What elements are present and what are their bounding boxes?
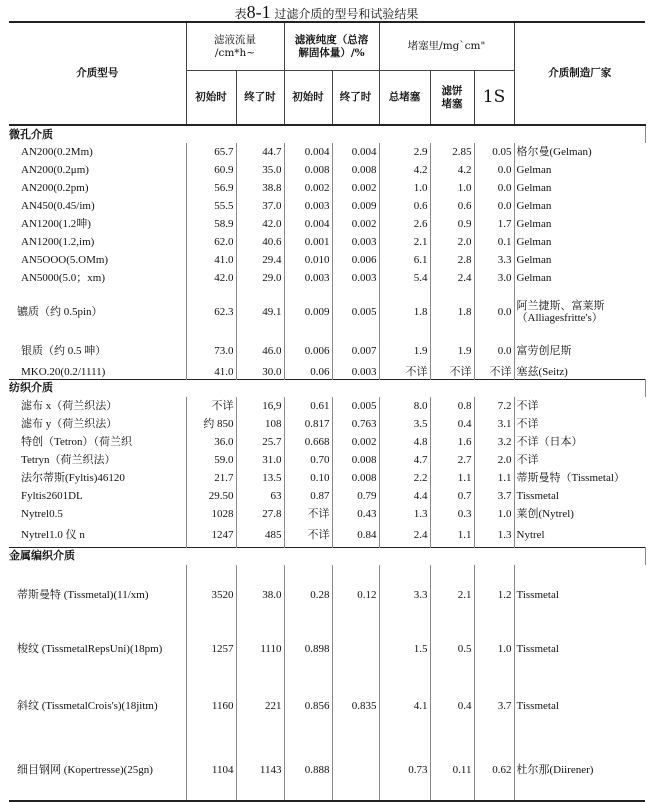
purity-initial-cell: 不详 bbox=[284, 505, 332, 523]
media-model-cell: AN450(0.45/im) bbox=[9, 197, 186, 215]
media-model-cell: MKO.20(0.2/1111) bbox=[9, 365, 186, 379]
total-clog-cell: 0.73 bbox=[379, 739, 430, 801]
flow-initial-cell: 65.7 bbox=[186, 143, 236, 161]
media-model-cell: 镳质（约 0.5pin） bbox=[9, 287, 186, 337]
table-caption bbox=[0, 3, 653, 23]
cake-clog-cell: 2.4 bbox=[430, 269, 474, 287]
flow-initial-cell: 21.7 bbox=[186, 469, 236, 487]
manufacturer-cell: Gelman bbox=[516, 254, 552, 266]
media-model-cell: AN200(0.2Mm) bbox=[9, 143, 186, 161]
purity-initial-cell: 0.001 bbox=[284, 233, 332, 251]
purity-final-cell: 0.008 bbox=[332, 161, 379, 179]
purity-final-cell: 0.43 bbox=[332, 505, 379, 523]
media-model-cell: AN200(0.2μm) bbox=[9, 161, 186, 179]
last-col-cell: 3.3 bbox=[474, 251, 514, 269]
manufacturer-cell: 不详 bbox=[516, 454, 539, 466]
table-row bbox=[9, 251, 645, 269]
table-row bbox=[9, 673, 645, 739]
header-last-col: 1S bbox=[474, 71, 514, 126]
manufacturer-cell: 不详（日本） bbox=[516, 436, 583, 448]
media-model-cell: 梭纹 (TissmetalRepsUni)(18pm) bbox=[9, 625, 186, 673]
flow-initial-cell: 62.0 bbox=[186, 233, 236, 251]
cake-clog-cell: 0.9 bbox=[430, 215, 474, 233]
cake-clog-cell: 0.4 bbox=[430, 673, 474, 739]
flow-initial-cell: 73.0 bbox=[186, 337, 236, 365]
purity-initial-cell: 0.10 bbox=[284, 469, 332, 487]
cake-clog-cell: 0.4 bbox=[430, 415, 474, 433]
table-row bbox=[9, 197, 645, 215]
last-col-cell: 0.0 bbox=[474, 179, 514, 197]
table-row bbox=[9, 143, 645, 161]
purity-final-cell: 0.009 bbox=[332, 197, 379, 215]
cake-clog-cell: 2.8 bbox=[430, 251, 474, 269]
flow-final-cell: 485 bbox=[236, 523, 284, 547]
manufacturer-cell: 塞兹(Seitz) bbox=[516, 365, 568, 378]
flow-final-cell: 63 bbox=[236, 487, 284, 505]
table-row bbox=[9, 397, 645, 415]
cake-clog-cell: 1.1 bbox=[430, 469, 474, 487]
purity-initial-cell: 0.28 bbox=[284, 565, 332, 625]
flow-initial-cell: 1247 bbox=[186, 523, 236, 547]
purity-initial-cell: 0.87 bbox=[284, 487, 332, 505]
purity-initial-cell: 0.009 bbox=[284, 287, 332, 337]
flow-initial-cell: 42.0 bbox=[186, 269, 236, 287]
last-col-cell: 1.1 bbox=[474, 469, 514, 487]
purity-initial-cell: 0.70 bbox=[284, 451, 332, 469]
total-clog-cell: 2.1 bbox=[379, 233, 430, 251]
section-title: 微孔介质 bbox=[9, 125, 645, 143]
caption-title: 过滤介质的型号和试验结果 bbox=[274, 7, 419, 21]
total-clog-cell: 1.5 bbox=[379, 625, 430, 673]
total-clog-cell: 1.3 bbox=[379, 505, 430, 523]
total-clog-cell: 1.0 bbox=[379, 179, 430, 197]
flow-final-cell: 16,9 bbox=[236, 397, 284, 415]
media-model-cell: Fyltis2601DL bbox=[9, 487, 186, 505]
flow-final-cell: 38.0 bbox=[236, 565, 284, 625]
purity-final-cell: 0.007 bbox=[332, 337, 379, 365]
cake-clog-cell: 1.9 bbox=[430, 337, 474, 365]
last-col-cell: 0.0 bbox=[474, 337, 514, 365]
total-clog-cell: 2.9 bbox=[379, 143, 430, 161]
table-row bbox=[9, 233, 645, 251]
last-col-cell: 3.1 bbox=[474, 415, 514, 433]
header-flow-initial: 初始时 bbox=[186, 71, 236, 126]
manufacturer-cell: Tissmetal bbox=[516, 700, 559, 712]
flow-final-cell: 27.8 bbox=[236, 505, 284, 523]
media-model-cell: 滤布 x（荷兰织法） bbox=[9, 397, 186, 415]
flow-final-cell: 42.0 bbox=[236, 215, 284, 233]
flow-initial-cell: 36.0 bbox=[186, 433, 236, 451]
purity-final-cell: 0.008 bbox=[332, 469, 379, 487]
cake-clog-cell: 2.0 bbox=[430, 233, 474, 251]
header-filtrate-purity bbox=[284, 22, 379, 71]
media-model-cell: Nytrel1.0 仪 n bbox=[9, 523, 186, 547]
media-model-cell: 银质（约 0.5 呻） bbox=[9, 337, 186, 365]
cake-clog-cell: 不详 bbox=[430, 365, 474, 379]
total-clog-cell: 3.3 bbox=[379, 565, 430, 625]
manufacturer-cell: 不详 bbox=[516, 400, 539, 412]
cake-clog-cell: 2.7 bbox=[430, 451, 474, 469]
purity-final-cell: 0.003 bbox=[332, 365, 379, 379]
flow-final-cell: 221 bbox=[236, 673, 284, 739]
cake-clog-cell: 4.2 bbox=[430, 161, 474, 179]
purity-final-cell: 0.835 bbox=[332, 673, 379, 739]
flow-initial-cell: 约 850 bbox=[186, 415, 236, 433]
total-clog-cell: 5.4 bbox=[379, 269, 430, 287]
flow-initial-cell: 55.5 bbox=[186, 197, 236, 215]
last-col-cell: 7.2 bbox=[474, 397, 514, 415]
purity-final-cell bbox=[332, 625, 379, 673]
cake-clog-cell: 0.6 bbox=[430, 197, 474, 215]
table-row bbox=[9, 523, 645, 547]
manufacturer-cell: Gelman bbox=[516, 200, 552, 212]
total-clog-cell: 2.2 bbox=[379, 469, 430, 487]
purity-initial-cell: 0.817 bbox=[284, 415, 332, 433]
section-row-metal-woven bbox=[9, 547, 645, 565]
manufacturer-cell: Nytrel bbox=[516, 528, 545, 541]
purity-initial-cell: 0.010 bbox=[284, 251, 332, 269]
media-model-cell: 滤布 y（荷兰织法） bbox=[9, 415, 186, 433]
flow-final-cell: 40.6 bbox=[236, 233, 284, 251]
purity-final-cell: 0.006 bbox=[332, 251, 379, 269]
flow-initial-cell: 41.0 bbox=[186, 365, 236, 379]
last-col-cell: 0.0 bbox=[474, 197, 514, 215]
manufacturer-cell: 富劳创尼斯 bbox=[516, 345, 572, 357]
cake-clog-cell: 1.8 bbox=[430, 287, 474, 337]
cake-clog-cell: 1.1 bbox=[430, 523, 474, 547]
manufacturer-cell: 莱创(Nytrel) bbox=[516, 508, 574, 520]
total-clog-cell: 0.6 bbox=[379, 197, 430, 215]
purity-initial-cell: 0.002 bbox=[284, 179, 332, 197]
flow-initial-cell: 62.3 bbox=[186, 287, 236, 337]
manufacturer-cell: Gelman bbox=[516, 218, 552, 230]
last-col-cell: 2.0 bbox=[474, 451, 514, 469]
media-model-cell: Tetryn（荷兰织法） bbox=[9, 451, 186, 469]
header-media-model: 介质型号 bbox=[9, 22, 186, 125]
manufacturer-cell: Gelman bbox=[516, 164, 552, 176]
flow-final-cell: 29.0 bbox=[236, 269, 284, 287]
total-clog-cell: 2.6 bbox=[379, 215, 430, 233]
flow-initial-cell: 3520 bbox=[186, 565, 236, 625]
manufacturer-cell: Tissmetal bbox=[516, 589, 559, 601]
header-purity-initial: 初始时 bbox=[284, 71, 332, 126]
cake-clog-cell: 0.7 bbox=[430, 487, 474, 505]
table-row bbox=[9, 337, 645, 365]
purity-final-cell: 0.763 bbox=[332, 415, 379, 433]
table-row bbox=[9, 487, 645, 505]
table-row bbox=[9, 161, 645, 179]
header-filtrate-flow bbox=[186, 22, 284, 71]
header-manufacturer: 介质制造厂家 bbox=[514, 22, 645, 125]
flow-final-cell: 44.7 bbox=[236, 143, 284, 161]
header-filtrate-flow-label: 滤液流量 bbox=[214, 33, 256, 46]
purity-initial-cell: 0.61 bbox=[284, 397, 332, 415]
flow-initial-cell: 1257 bbox=[186, 625, 236, 673]
cake-clog-cell: 1.0 bbox=[430, 179, 474, 197]
flow-initial-cell: 56.9 bbox=[186, 179, 236, 197]
header-filtrate-flow-unit: /cm*h~ bbox=[214, 46, 256, 59]
flow-initial-cell: 1160 bbox=[186, 673, 236, 739]
table-row bbox=[9, 179, 645, 197]
header-total-clog: 总堵塞 bbox=[379, 71, 430, 126]
table-row bbox=[9, 625, 645, 673]
media-model-cell: 蒂斯曼特 (Tissmetal)(11/xm) bbox=[9, 565, 186, 625]
purity-final-cell: 0.12 bbox=[332, 565, 379, 625]
table-row bbox=[9, 739, 645, 801]
media-model-cell: AN200(0.2pm) bbox=[9, 179, 186, 197]
flow-final-cell: 31.0 bbox=[236, 451, 284, 469]
manufacturer-cell: 不详 bbox=[516, 418, 539, 430]
total-clog-cell: 4.1 bbox=[379, 673, 430, 739]
last-col-cell: 3.7 bbox=[474, 673, 514, 739]
cake-clog-cell: 0.11 bbox=[430, 739, 474, 801]
manufacturer-cell: 蒂斯曼特（Tissmetal） bbox=[516, 472, 625, 484]
purity-final-cell: 0.002 bbox=[332, 215, 379, 233]
purity-final-cell: 0.84 bbox=[332, 523, 379, 547]
header-clog-amount: 堵塞里/mg`cm" bbox=[379, 22, 514, 71]
section-row-microporous bbox=[9, 125, 645, 143]
flow-final-cell: 30.0 bbox=[236, 365, 284, 379]
flow-final-cell: 25.7 bbox=[236, 433, 284, 451]
purity-initial-cell: 0.004 bbox=[284, 143, 332, 161]
flow-initial-cell: 60.9 bbox=[186, 161, 236, 179]
flow-final-cell: 38.8 bbox=[236, 179, 284, 197]
header-flow-final: 终了时 bbox=[236, 71, 284, 126]
total-clog-cell: 4.2 bbox=[379, 161, 430, 179]
total-clog-cell: 2.4 bbox=[379, 523, 430, 547]
cake-clog-cell: 2.85 bbox=[430, 143, 474, 161]
header-purity-final: 终了时 bbox=[332, 71, 379, 126]
purity-final-cell bbox=[332, 739, 379, 801]
purity-initial-cell: 0.008 bbox=[284, 161, 332, 179]
purity-initial-cell: 0.006 bbox=[284, 337, 332, 365]
table-row bbox=[9, 451, 645, 469]
flow-initial-cell: 41.0 bbox=[186, 251, 236, 269]
media-model-cell: AN1200(1.2,im) bbox=[9, 233, 186, 251]
media-model-cell: 细目钢网 (Kopertresse)(25gn) bbox=[9, 739, 186, 801]
last-col-cell: 1.3 bbox=[474, 523, 514, 547]
purity-final-cell: 0.004 bbox=[332, 143, 379, 161]
flow-final-cell: 13.5 bbox=[236, 469, 284, 487]
manufacturer-cell: Tissmetal bbox=[516, 490, 559, 502]
header-filtrate-purity-line2: 解固体量）/% bbox=[298, 46, 365, 59]
media-model-cell: AN5000(5.0；xm) bbox=[9, 269, 186, 287]
purity-initial-cell: 0.856 bbox=[284, 673, 332, 739]
table-row bbox=[9, 365, 645, 379]
total-clog-cell: 4.8 bbox=[379, 433, 430, 451]
last-col-cell: 0.62 bbox=[474, 739, 514, 801]
last-col-cell: 0.0 bbox=[474, 161, 514, 179]
total-clog-cell: 6.1 bbox=[379, 251, 430, 269]
filter-media-table bbox=[9, 21, 646, 802]
table-row bbox=[9, 505, 645, 523]
manufacturer-cell: Gelman bbox=[516, 272, 552, 284]
purity-initial-cell: 0.003 bbox=[284, 197, 332, 215]
total-clog-cell: 8.0 bbox=[379, 397, 430, 415]
caption-number: 8-1 bbox=[246, 2, 271, 22]
media-model-cell: Nytrel0.5 bbox=[9, 505, 186, 523]
flow-final-cell: 49.1 bbox=[236, 287, 284, 337]
media-model-cell: AN1200(1.2呻) bbox=[9, 215, 186, 233]
header-cake-clog bbox=[430, 71, 474, 126]
section-title: 金属编织介质 bbox=[9, 547, 645, 565]
last-col-cell: 1.0 bbox=[474, 505, 514, 523]
flow-initial-cell: 1104 bbox=[186, 739, 236, 801]
flow-final-cell: 1110 bbox=[236, 625, 284, 673]
purity-final-cell: 0.005 bbox=[332, 287, 379, 337]
purity-final-cell: 0.79 bbox=[332, 487, 379, 505]
table-row bbox=[9, 565, 645, 625]
cake-clog-cell: 2.1 bbox=[430, 565, 474, 625]
total-clog-cell: 1.9 bbox=[379, 337, 430, 365]
media-model-cell: 特创（Tetron）（荷兰织 bbox=[9, 433, 186, 451]
table-row bbox=[9, 433, 645, 451]
total-clog-cell: 4.4 bbox=[379, 487, 430, 505]
flow-final-cell: 108 bbox=[236, 415, 284, 433]
flow-initial-cell: 58.9 bbox=[186, 215, 236, 233]
purity-final-cell: 0.005 bbox=[332, 397, 379, 415]
purity-initial-cell: 0.888 bbox=[284, 739, 332, 801]
media-model-cell: 法尔蒂斯(Fyltis)46120 bbox=[9, 469, 186, 487]
flow-final-cell: 46.0 bbox=[236, 337, 284, 365]
purity-initial-cell: 0.898 bbox=[284, 625, 332, 673]
purity-final-cell: 0.002 bbox=[332, 433, 379, 451]
caption-prefix: 表 bbox=[234, 7, 247, 21]
last-col-cell: 1.7 bbox=[474, 215, 514, 233]
last-col-cell: 3.2 bbox=[474, 433, 514, 451]
last-col-cell: 1.2 bbox=[474, 565, 514, 625]
header-cake-clog-line2: 堵塞 bbox=[441, 97, 463, 110]
cake-clog-cell: 0.8 bbox=[430, 397, 474, 415]
purity-final-cell: 0.003 bbox=[332, 233, 379, 251]
manufacturer-cell: Gelman bbox=[516, 182, 552, 194]
cake-clog-cell: 0.5 bbox=[430, 625, 474, 673]
manufacturer-cell: Gelman bbox=[516, 236, 552, 248]
purity-initial-cell: 不详 bbox=[284, 523, 332, 547]
purity-initial-cell: 0.004 bbox=[284, 215, 332, 233]
flow-initial-cell: 不详 bbox=[186, 397, 236, 415]
last-col-cell: 0.0 bbox=[474, 287, 514, 337]
manufacturer-cell: 阿兰捷斯、富莱斯（Alliagesfritte's） bbox=[516, 300, 605, 324]
flow-final-cell: 35.0 bbox=[236, 161, 284, 179]
cake-clog-cell: 1.6 bbox=[430, 433, 474, 451]
purity-final-cell: 0.003 bbox=[332, 269, 379, 287]
header-cake-clog-line1: 滤饼 bbox=[441, 84, 463, 97]
last-col-cell: 0.05 bbox=[474, 143, 514, 161]
last-col-cell: 不详 bbox=[474, 365, 514, 379]
total-clog-cell: 3.5 bbox=[379, 415, 430, 433]
flow-final-cell: 1143 bbox=[236, 739, 284, 801]
manufacturer-cell: Tissmetal bbox=[516, 643, 559, 655]
table-row bbox=[9, 287, 645, 337]
last-col-cell: 3.7 bbox=[474, 487, 514, 505]
purity-initial-cell: 0.668 bbox=[284, 433, 332, 451]
table-row bbox=[9, 469, 645, 487]
flow-initial-cell: 59.0 bbox=[186, 451, 236, 469]
media-model-cell: AN5OOO(5.OMm) bbox=[9, 251, 186, 269]
table-row bbox=[9, 269, 645, 287]
total-clog-cell: 1.8 bbox=[379, 287, 430, 337]
purity-final-cell: 0.002 bbox=[332, 179, 379, 197]
manufacturer-cell: 格尔曼(Gelman) bbox=[516, 146, 592, 158]
media-model-cell: 斜纹 (TissmetalCrois's)(18jitm) bbox=[9, 673, 186, 739]
table-row bbox=[9, 215, 645, 233]
total-clog-cell: 4.7 bbox=[379, 451, 430, 469]
total-clog-cell: 不详 bbox=[379, 365, 430, 379]
flow-final-cell: 37.0 bbox=[236, 197, 284, 215]
section-title: 纺织介质 bbox=[9, 379, 645, 397]
manufacturer-cell: 杜尔那(Diirener) bbox=[514, 739, 645, 801]
flow-initial-cell: 1028 bbox=[186, 505, 236, 523]
purity-final-cell: 0.008 bbox=[332, 451, 379, 469]
purity-initial-cell: 0.003 bbox=[284, 269, 332, 287]
cake-clog-cell: 0.3 bbox=[430, 505, 474, 523]
header-filtrate-purity-line1: 滤液纯度（总溶 bbox=[294, 33, 369, 46]
section-row-textile bbox=[9, 379, 645, 397]
last-col-cell: 3.0 bbox=[474, 269, 514, 287]
flow-final-cell: 29.4 bbox=[236, 251, 284, 269]
table-row bbox=[9, 415, 645, 433]
last-col-cell: 1.0 bbox=[474, 625, 514, 673]
purity-initial-cell: 0.06 bbox=[284, 365, 332, 379]
flow-initial-cell: 29.50 bbox=[186, 487, 236, 505]
last-col-cell: 0.1 bbox=[474, 233, 514, 251]
